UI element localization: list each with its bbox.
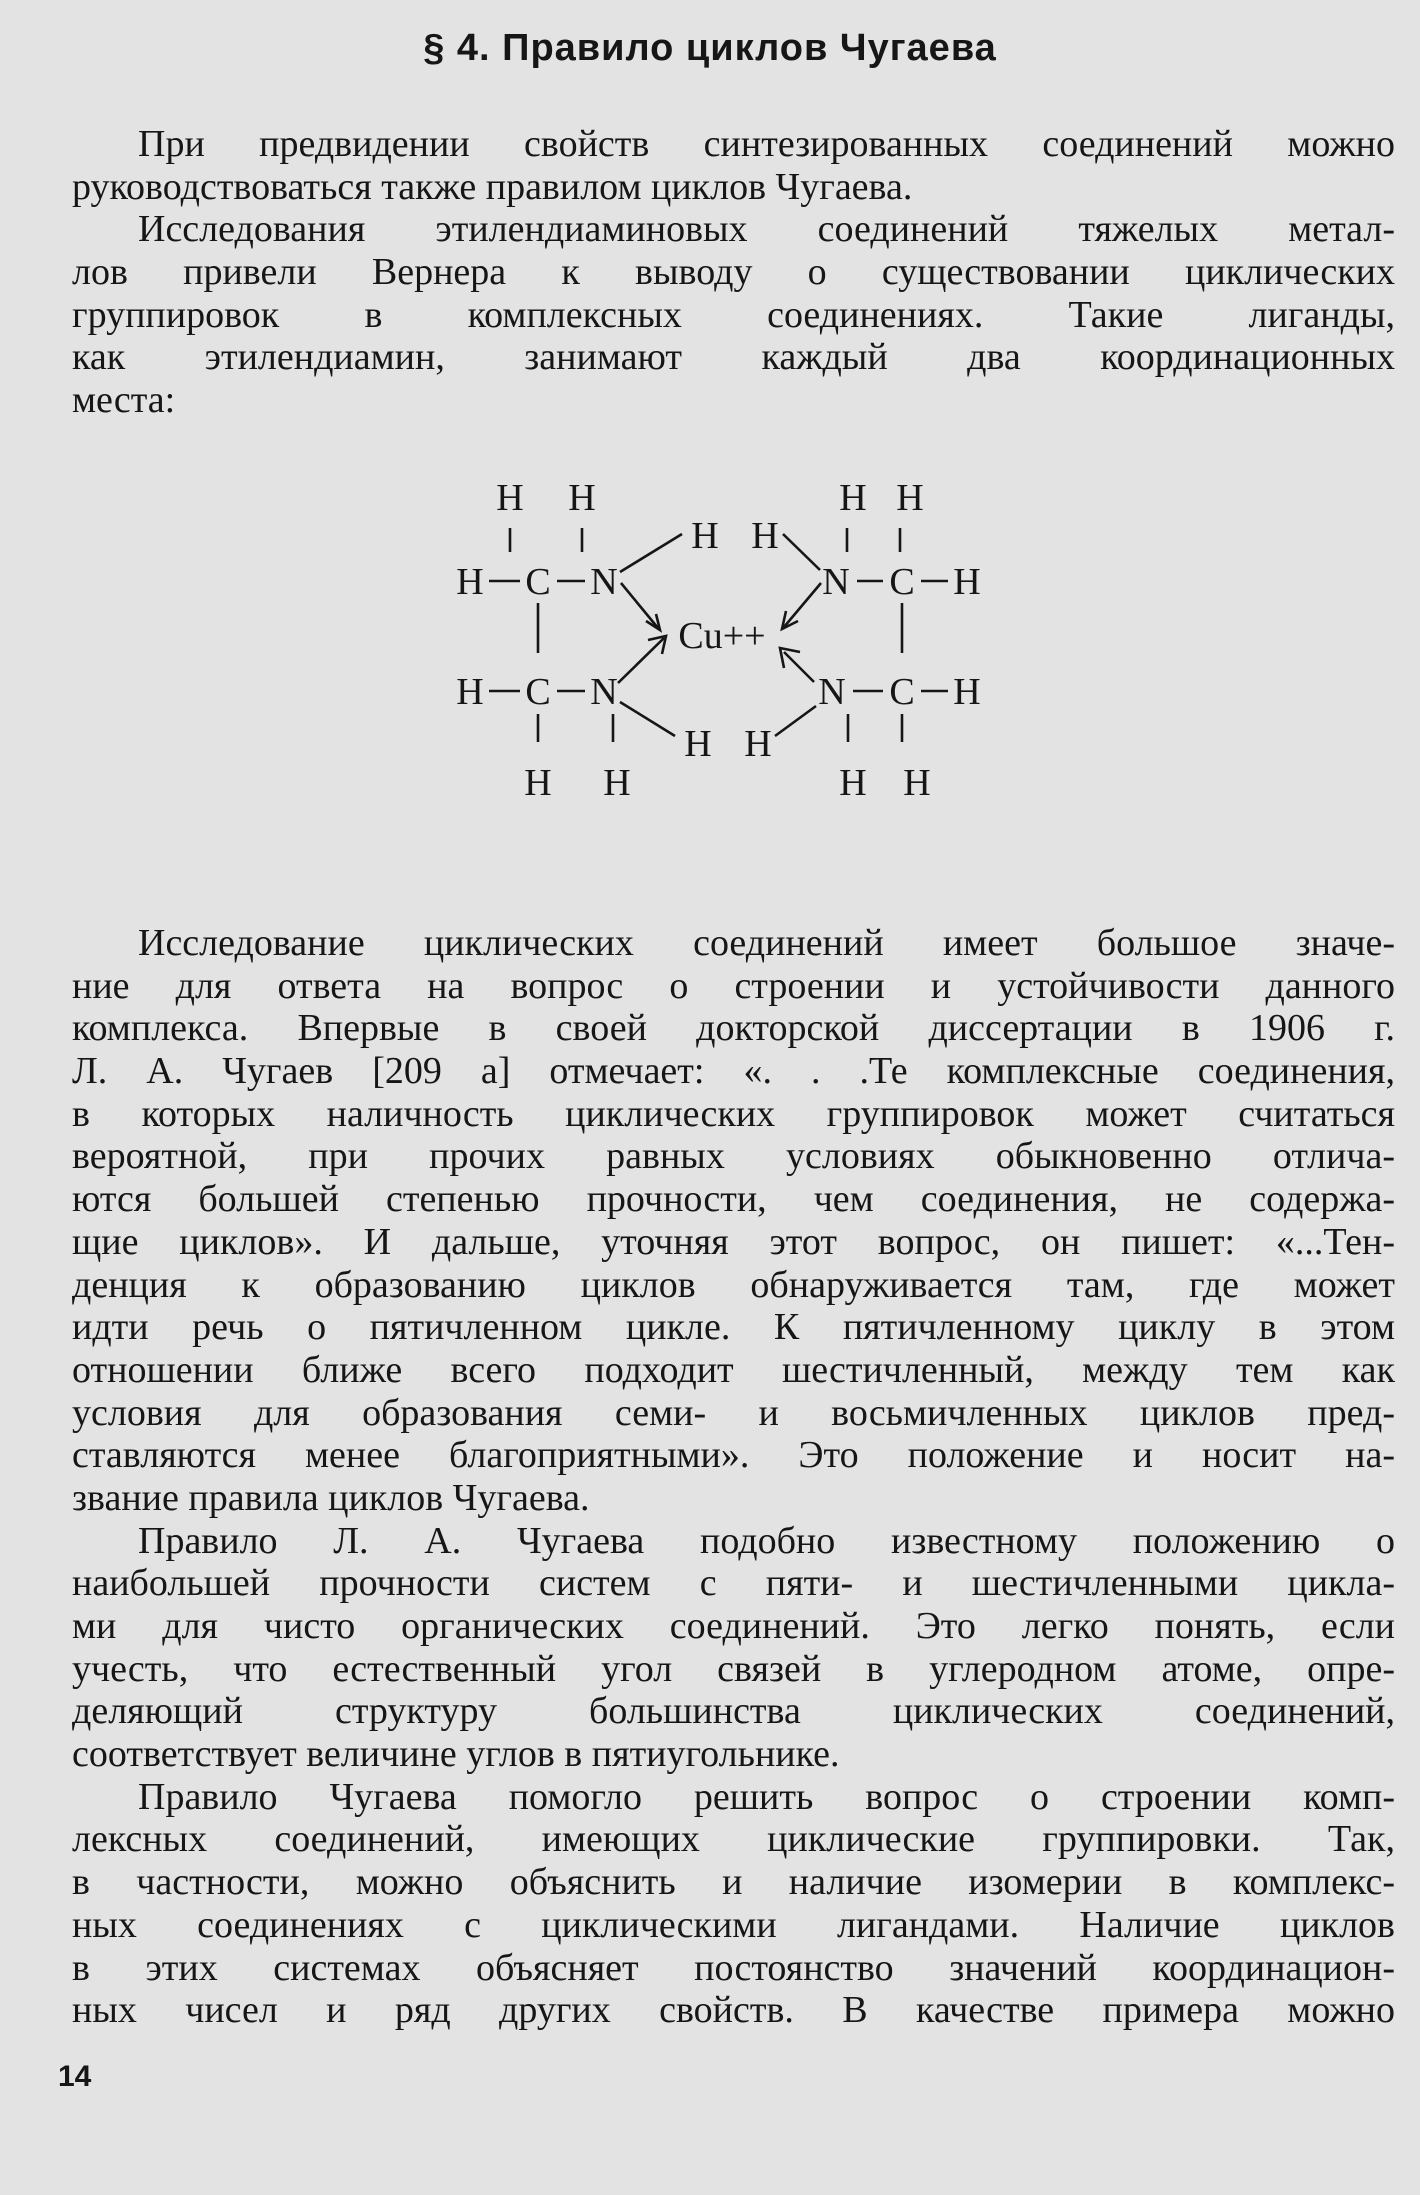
atom-carbon: C (525, 671, 551, 713)
text-line: условия для образования семи- и восьмичленных циклов пред- (72, 1391, 1395, 1434)
text-line: звание правила циклов Чугаева. (72, 1476, 590, 1519)
text-line: При предвидении свойств синтезированных соединений можно (138, 123, 1395, 165)
text-line: Исследования этилендиаминовых соединений тяжелых метал- (138, 208, 1395, 251)
atom-nitrogen: N (590, 671, 618, 713)
atom-hydrogen: H (456, 671, 484, 713)
text-line: ных соединениях с циклическими лигандами. Наличие циклов (72, 1903, 1395, 1946)
coordination-arrow (621, 583, 658, 628)
text-line: отношении ближе всего подходит шестичленный, между тем как (72, 1348, 1395, 1391)
text-line: идти речь о пятичленном цикле. К пятичленному циклу в этом (72, 1306, 1395, 1349)
text-line: в этих системах объясняет постоянство значений координацион- (72, 1946, 1395, 1989)
text-line: учесть, что естественный угол связей в углеродном атоме, опре- (72, 1647, 1395, 1690)
bond (775, 706, 816, 736)
text-line: Правило Чугаева помогло решить вопрос о строении комп- (138, 1775, 1395, 1818)
text-line: ются большей степенью прочности, чем соединения, не содержа- (72, 1178, 1395, 1221)
atom-hydrogen: H (568, 477, 596, 519)
text-line: в которых наличность циклических группировок может считаться (72, 1092, 1395, 1135)
atom-hydrogen: H (456, 561, 484, 603)
text-line: комплекса. Впервые в своей докторской диссертации в 1906 г. (72, 1007, 1395, 1050)
atom-hydrogen: H (524, 762, 552, 804)
coordination-arrow (618, 638, 664, 683)
text-line: как этилендиамин, занимают каждый два координационных (72, 336, 1395, 379)
atom-nitrogen: N (590, 561, 618, 603)
text-line: вероятной, при прочих равных условиях обыкновенно отлича- (72, 1135, 1395, 1178)
section-heading: § 4. Правило циклов Чугаева (423, 27, 997, 69)
text-line: соответствует величине углов в пятиугольнике. (72, 1733, 840, 1776)
atom-hydrogen: H (953, 671, 981, 713)
atom-hydrogen: H (603, 762, 631, 804)
text-line: ставляются менее благоприятными». Это положение и носит на- (72, 1434, 1395, 1477)
text-line: лов привели Вернера к выводу о существовании циклических (72, 251, 1395, 294)
text-line: денция к образованию циклов обнаруживается там, где может (72, 1263, 1395, 1306)
atom-hydrogen: H (684, 723, 712, 765)
bond (783, 534, 820, 570)
text-line: Исследование циклических соединений имеет большое значе- (138, 922, 1395, 964)
atom-carbon: C (889, 561, 915, 603)
text-line: ных чисел и ряд других свойств. В качестве примера можно (72, 1989, 1395, 2032)
text-block-main (72, 922, 1395, 2032)
atom-hydrogen: H (903, 762, 931, 804)
text-line: в частности, можно объяснить и наличие изомерии в комплекс- (72, 1861, 1395, 1904)
text-line: ми для чисто органических соединений. Это легко понять, если (72, 1605, 1395, 1647)
atom-carbon: C (525, 561, 551, 603)
page-number: 14 (58, 2060, 92, 2093)
atom-hydrogen: H (953, 561, 981, 603)
atom-hydrogen: H (839, 762, 867, 804)
atom-hydrogen: H (496, 477, 524, 519)
atom-hydrogen: H (839, 477, 867, 519)
coordination-arrow (784, 652, 814, 682)
text-line: лексных соединений, имеющих циклические группировки. Так, (72, 1818, 1395, 1861)
bond (620, 702, 675, 736)
text-line: руководствоваться также правилом циклов Чугаева. (72, 165, 913, 208)
bond (620, 534, 682, 572)
text-line: Правило Л. А. Чугаева подобно известному положению о (138, 1519, 1395, 1562)
atom-hydrogen: H (691, 515, 719, 557)
coordination-arrow (784, 583, 821, 627)
text-line: щие циклов». И дальше, уточняя этот вопрос, он пишет: «...Тен- (72, 1220, 1395, 1263)
copper-ethylenediamine-formula (440, 470, 1020, 830)
text-line: Л. А. Чугаев [209 а] отмечает: «. . .Те комплексные соединения, (72, 1050, 1395, 1093)
text-line: ние для ответа на вопрос о строении и устойчивости данного (72, 964, 1395, 1007)
atom-hydrogen: H (744, 723, 772, 765)
atom-carbon: C (889, 671, 915, 713)
atom-copper: Cu++ (678, 615, 766, 657)
atom-hydrogen: H (896, 477, 924, 519)
atom-hydrogen: H (751, 515, 779, 557)
atom-nitrogen: N (822, 561, 850, 603)
text-block-intro (72, 123, 1395, 422)
atom-nitrogen: N (818, 671, 846, 713)
text-line: наибольшей прочности систем с пяти- и шестичленными цикла- (72, 1562, 1395, 1605)
text-line: места: (72, 379, 176, 422)
text-line: группировок в комплексных соединениях. Такие лиганды, (72, 293, 1395, 336)
text-line: деляющий структуру большинства циклических соединений, (72, 1690, 1395, 1733)
